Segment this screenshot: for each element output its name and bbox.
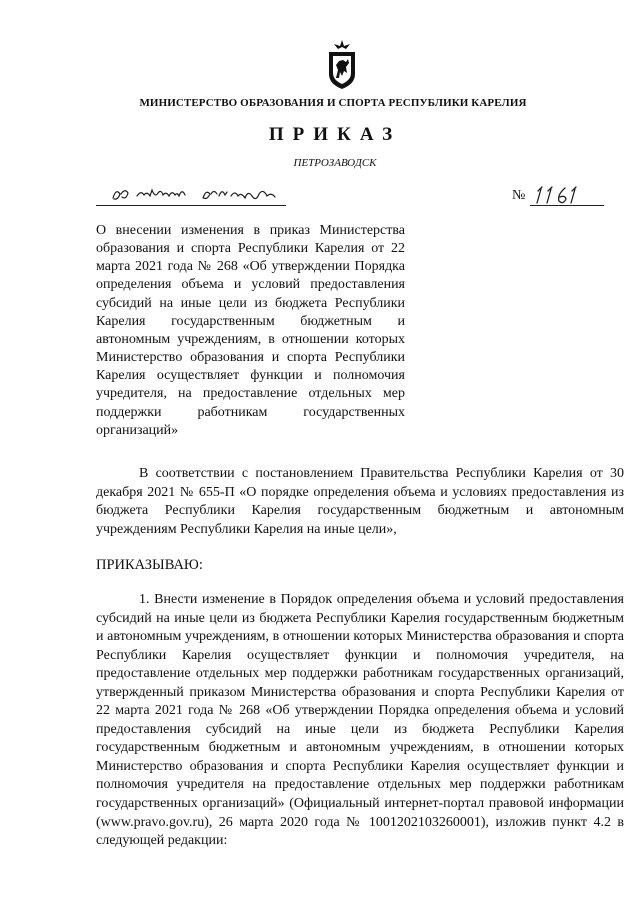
city-name: ПЕТРОЗАВОДСК — [293, 157, 377, 169]
order-directive: ПРИКАЗЫВАЮ: — [96, 557, 203, 573]
order-preamble: В соответствии с постановлением Правительства Республики Карелия от 30 декабря 2021 № 655-П «О порядке определения объема и условиях предоставления из бюджета Республики Карелия государственным бюджетным и автономным учреждениям Республики Карелия на иные цели», — [96, 466, 624, 537]
order-subject: О внесении изменения в приказ Министерства образования и спорта Республики Карелия от 22 марта 2021 года № 268 «Об утверждении Порядка определения объема и условий предоставления субсидий на иные цели из бюджета Республики Карелия государственным бюджетным и автономным учреждениям, в отношении которых Министерство образования и спорта Республики Карелия осуществляет функции и полномочия учредителя, на предоставление отдельных мер поддержки работникам государственных организаций» — [96, 223, 405, 438]
date-underline — [96, 205, 286, 206]
document-type-title: ПРИКАЗ — [268, 124, 402, 145]
number-sign: № — [512, 188, 526, 203]
karelia-coat-of-arms-icon — [327, 40, 357, 90]
handwritten-number — [533, 183, 599, 207]
number-underline — [530, 205, 604, 206]
handwritten-date — [111, 180, 289, 206]
order-item-1: 1. Внести изменение в Порядок определения объема и условий предоставления субсидий на иные цели из бюджета Республики Карелия государственным бюджетным и автономным учреждениям, в отношении которых Министерства образования и спорта Республики Карелия осуществляет функции и полномочия учредителя, на предоставление отдельных мер поддержки работникам государственных организаций, утвержденный приказом Министерства образования и спорта Республики Карелия от 22 марта 2021 года № 268 «Об утверждении Порядка определения объема и условий предоставления субсидий на иные цели из бюджета Республики Карелия государственным бюджетным и автономным учреждениям, в отношении которых Министерство образования и спорта Республики Карелия осуществляет функции и полномочия учредителя на предоставление отдельных мер поддержки работникам государственных организаций» (Официальный интернет-портал правовой информации (www.pravo.gov.ru), 26 марта 2020 года № 1001202103260001), изложив пункт 4.2 в следующей редакции: — [96, 592, 624, 849]
ministry-name: МИНИСТЕРСТВО ОБРАЗОВАНИЯ И СПОРТА РЕСПУБЛИКИ КАРЕЛИЯ — [139, 97, 527, 109]
